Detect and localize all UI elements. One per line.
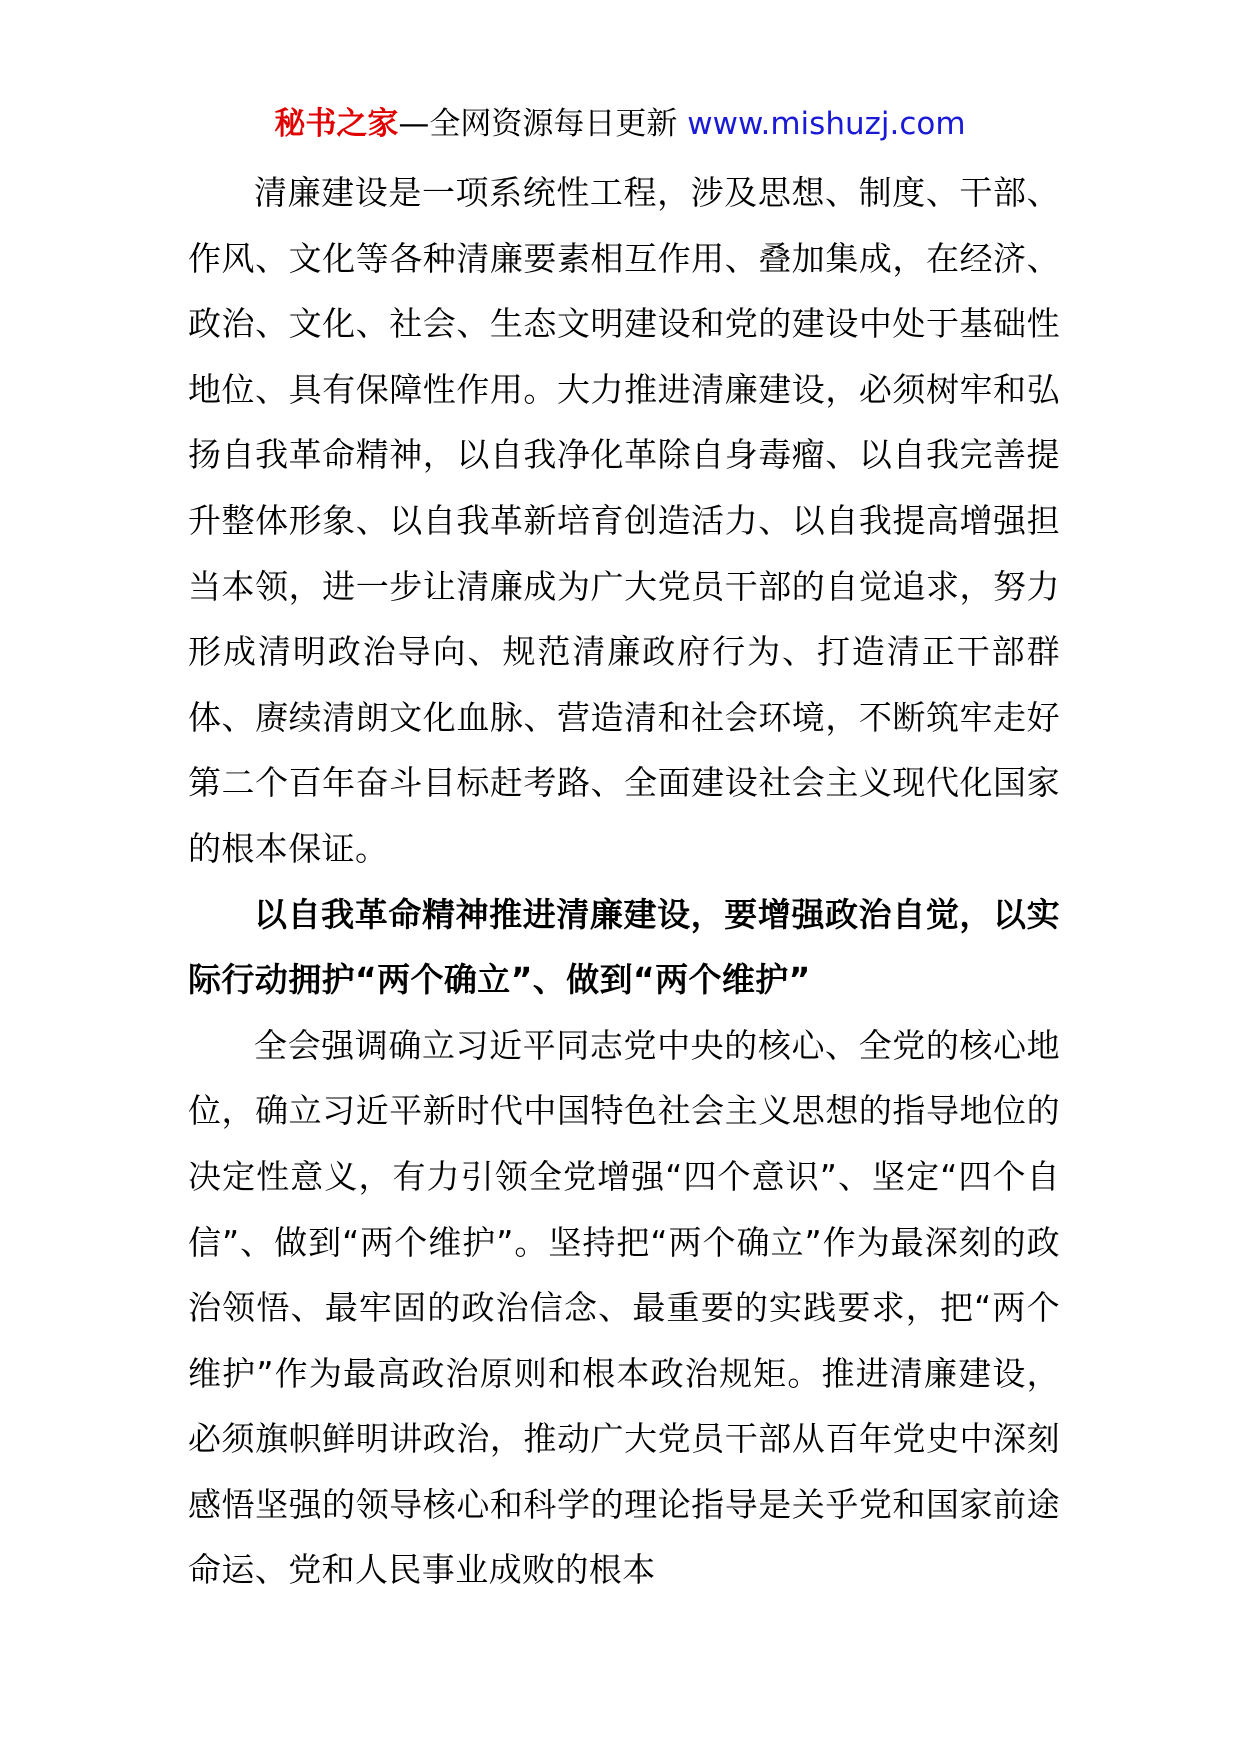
site-url-link[interactable]: www.mishuzj.com [687,106,966,142]
body-paragraph: 清廉建设是一项系统性工程，涉及思想、制度、干部、作风、文化等各种清廉要素相互作用、叠加集成，在经济、政治、文化、社会、生态文明建设和党的建设中处于基础性地位、具有保障性作用。大力推进清廉建设，必须树牢和弘扬自我革命精神，以自我净化革除自身毒瘤、以自我完善提升整体形象、以自我革新培育创造活力、以自我提高增强担当本领，进一步让清廉成为广大党员干部的自觉追求，努力形成清明政治导向、规范清廉政府行为、打造清正干部群体、赓续清朗文化血脉、营造清和社会环境，不断筑牢走好第二个百年奋斗目标赶考路、全面建设社会主义现代化国家的根本保证。 [188,173,1060,868]
site-name: 秘书之家 [274,106,399,142]
header-tagline: —全网资源每日更新 [398,106,688,142]
page-header [0,98,1240,150]
section-heading: 以自我革命精神推进清廉建设，要增强政治自觉，以实际行动拥护“两个确立”、做到“两个维护” [188,894,1060,1000]
body-paragraph: 全会强调确立习近平同志党中央的核心、全党的核心地位，确立习近平新时代中国特色社会主义思想的指导地位的决定性意义，有力引领全党增强“四个意识”、坚定“四个自信”、做到“两个维护”。坚持把“两个确立”作为最深刻的政治领悟、最牢固的政治信念、最重要的实践要求，把“两个维护”作为最高政治原则和根本政治规矩。推进清廉建设，必须旗帜鲜明讲政治，推动广大党员干部从百年党史中深刻感悟坚强的领导核心和科学的理论指导是关乎党和国家前途命运、党和人民事业成败的根本 [188,1025,1060,1590]
document-body [188,160,1060,1603]
